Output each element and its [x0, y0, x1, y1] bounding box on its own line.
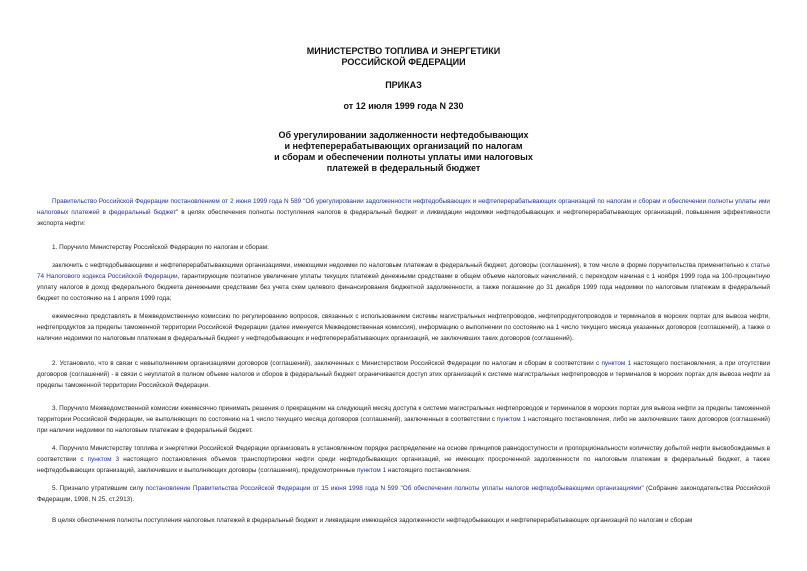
- ministry-line-2: РОССИЙСКОЙ ФЕДЕРАЦИИ: [341, 57, 466, 67]
- link-point-3[interactable]: пунктом 3: [87, 456, 120, 464]
- document-title: [0, 130, 807, 174]
- paragraph-text: В целях обеспечения полноты поступления налоговых платежей в федеральный бюджет и ликвидации имеющейся задолженности нефтедобывающих и нефтеперерабатывающих организаций по налогам и сборам: [52, 517, 693, 525]
- paragraph-text: настоящего постановления объемов транспортировки нефти среди нефтедобывающих организаций, не имеющих просроченной задолженности по налоговым платежам в федеральный бюджет, а также нефтедобывающих организаций, заключивших и выполняющих договоры (соглашения), предусмотренные: [37, 456, 770, 475]
- paragraph-text: заключить с нефтедобывающими и нефтеперерабатывающими организациями, имеющими недоимки по налоговым платежам в федеральный бюджет, договоры (соглашения), в том числе в форме поручительства применительно к: [52, 262, 751, 270]
- paragraph-closing: [37, 515, 770, 526]
- paragraph-item-1-a: [37, 260, 770, 304]
- paragraph-text: настоящего постановления, а при отсутствии договоров (соглашений) - в связи с неуплатой в полном объеме налогов и сборов в федеральный бюджет ограничивается доступ этих организаций к системе магистральных нефтепроводов и терминалов в морских портах для вывоза нефти за пределы таможенной территории Российской Федерации.: [37, 360, 771, 390]
- link-tax-code-article-74[interactable]: статье 74 Налогового кодекса Российской Федерации: [37, 262, 770, 281]
- paragraph-text: 1. Поручило Министерству Российской Федерации по налогам и сборам:: [52, 244, 269, 252]
- document-date-number: от 12 июля 1999 года N 230: [343, 101, 464, 111]
- paragraph-item-2: [37, 358, 770, 391]
- title-line: Об урегулировании задолженности нефтедобывающих: [278, 130, 529, 140]
- paragraph-item-5: [37, 483, 770, 505]
- document-type: ПРИКАЗ: [385, 80, 422, 90]
- paragraph-text: ежемесячно представлять в Межведомственную комиссию по регулированию вопросов, связанных с использованием системы магистральных нефтепроводов, нефтепродуктопроводов и терминалов в морских портах для вывоза нефти, нефтепродуктов за пределы таможенной территории Российской Федерации (далее именуется Межведомственная комиссия), информацию о выполнении по состоянию на 1 число текущего месяца указанных договоров (соглашений), а также о наличии недоимки по налоговым платежам в федеральный бюджет у нефтедобывающих и нефтеперерабатывающих организаций, не заключивших таких договоров (соглашений).: [37, 313, 770, 343]
- paragraph-text: 4. Поручило Министерству топлива и энергетики Российской Федерации организовать в установленном порядке распределение на основе принципов равнодоступности и пропорциональности количеству добытой нефти высвобождаемых в соответствии с: [37, 445, 770, 464]
- link-government-resolution-589[interactable]: Правительство Российской Федерации постановлением от 2 июня 1999 года N 589 "Об урегулировании задолженности нефтедобывающих и нефтеперерабатывающих организаций по налогам и сборам и обеспечении полноты уплаты ими налоговых платежей в федеральный бюджет": [37, 198, 770, 217]
- link-point-1[interactable]: пунктом 1: [496, 416, 527, 424]
- paragraph-text: в целях обеспечения полноты поступления налогов в федеральный бюджет и ликвидации недоимки нефтедобывающих и нефтеперерабатывающих организаций, повышения эффективности экспорта нефти:: [37, 209, 771, 228]
- paragraph-text: 3. Поручило Межведомственной комиссии ежемесячно принимать решения о прекращении на следующий месяц доступа к системе магистральных нефтепроводов и терминалов в морских портах для вывоза нефти за пределы таможенной территории Российской Федерации, не выполняющих по состоянию на 1 число текущего месяца договоров (соглашений), заключенных в соответствии с: [37, 405, 770, 424]
- paragraph-item-4: [37, 443, 770, 476]
- paragraph-text: настоящего постановления.: [386, 467, 471, 475]
- title-line: и нефтеперерабатывающих организаций по налогам: [284, 141, 523, 151]
- title-line: и сборам и обеспечении полноты уплаты ими налоговых: [274, 152, 533, 162]
- paragraph-text: 5. Признало утратившим силу: [52, 485, 146, 493]
- paragraph-item-1-b: [37, 311, 770, 344]
- paragraph-text: 2. Установило, что в связи с невыполнением организациями договоров (соглашений), заключенных с Министерством Российской Федерации по налогам и сборам в соответствии с: [52, 360, 602, 368]
- link-point-1[interactable]: пунктом 1: [601, 360, 632, 368]
- paragraph-preamble: [37, 196, 770, 229]
- ministry-line-1: МИНИСТЕРСТВО ТОПЛИВА И ЭНЕРГЕТИКИ: [306, 46, 501, 56]
- link-resolution-599[interactable]: постановление Правительства Российской Федерации от 15 июня 1998 года N 599 "Об обеспечении полноты уплаты налогов нефтедобывающими организациями": [145, 485, 644, 493]
- paragraph-item-1: [37, 242, 770, 253]
- ministry-heading: [0, 46, 807, 68]
- paragraph-text: настоящего постановления, либо не заключивших таких договоров (соглашений) при наличии недоимки по налоговым платежам в федеральный бюджет.: [37, 416, 771, 435]
- paragraph-text: , гарантирующие поэтапное увеличение уплаты текущих платежей денежными средствами в общем объеме налоговых начислений, с переходом начиная с 1 ноября 1999 года на 100-процентную уплату налогов в доход федерального бюджета денежными средствами без учета схем целевого финансирования бюджетной задолженности, а также погашение до 31 декабря 1999 года недоимки по налоговым платежам в федеральный бюджет по состоянию на 1 апреля 1999 года;: [37, 273, 770, 303]
- paragraph-text: (Собрание законодательства Российской Федерации, 1998, N 25, ст.2913).: [37, 485, 771, 504]
- link-point-1[interactable]: пунктом 1: [356, 467, 387, 475]
- paragraph-item-3: [37, 403, 770, 436]
- title-line: платежей в федеральный бюджет: [326, 163, 481, 173]
